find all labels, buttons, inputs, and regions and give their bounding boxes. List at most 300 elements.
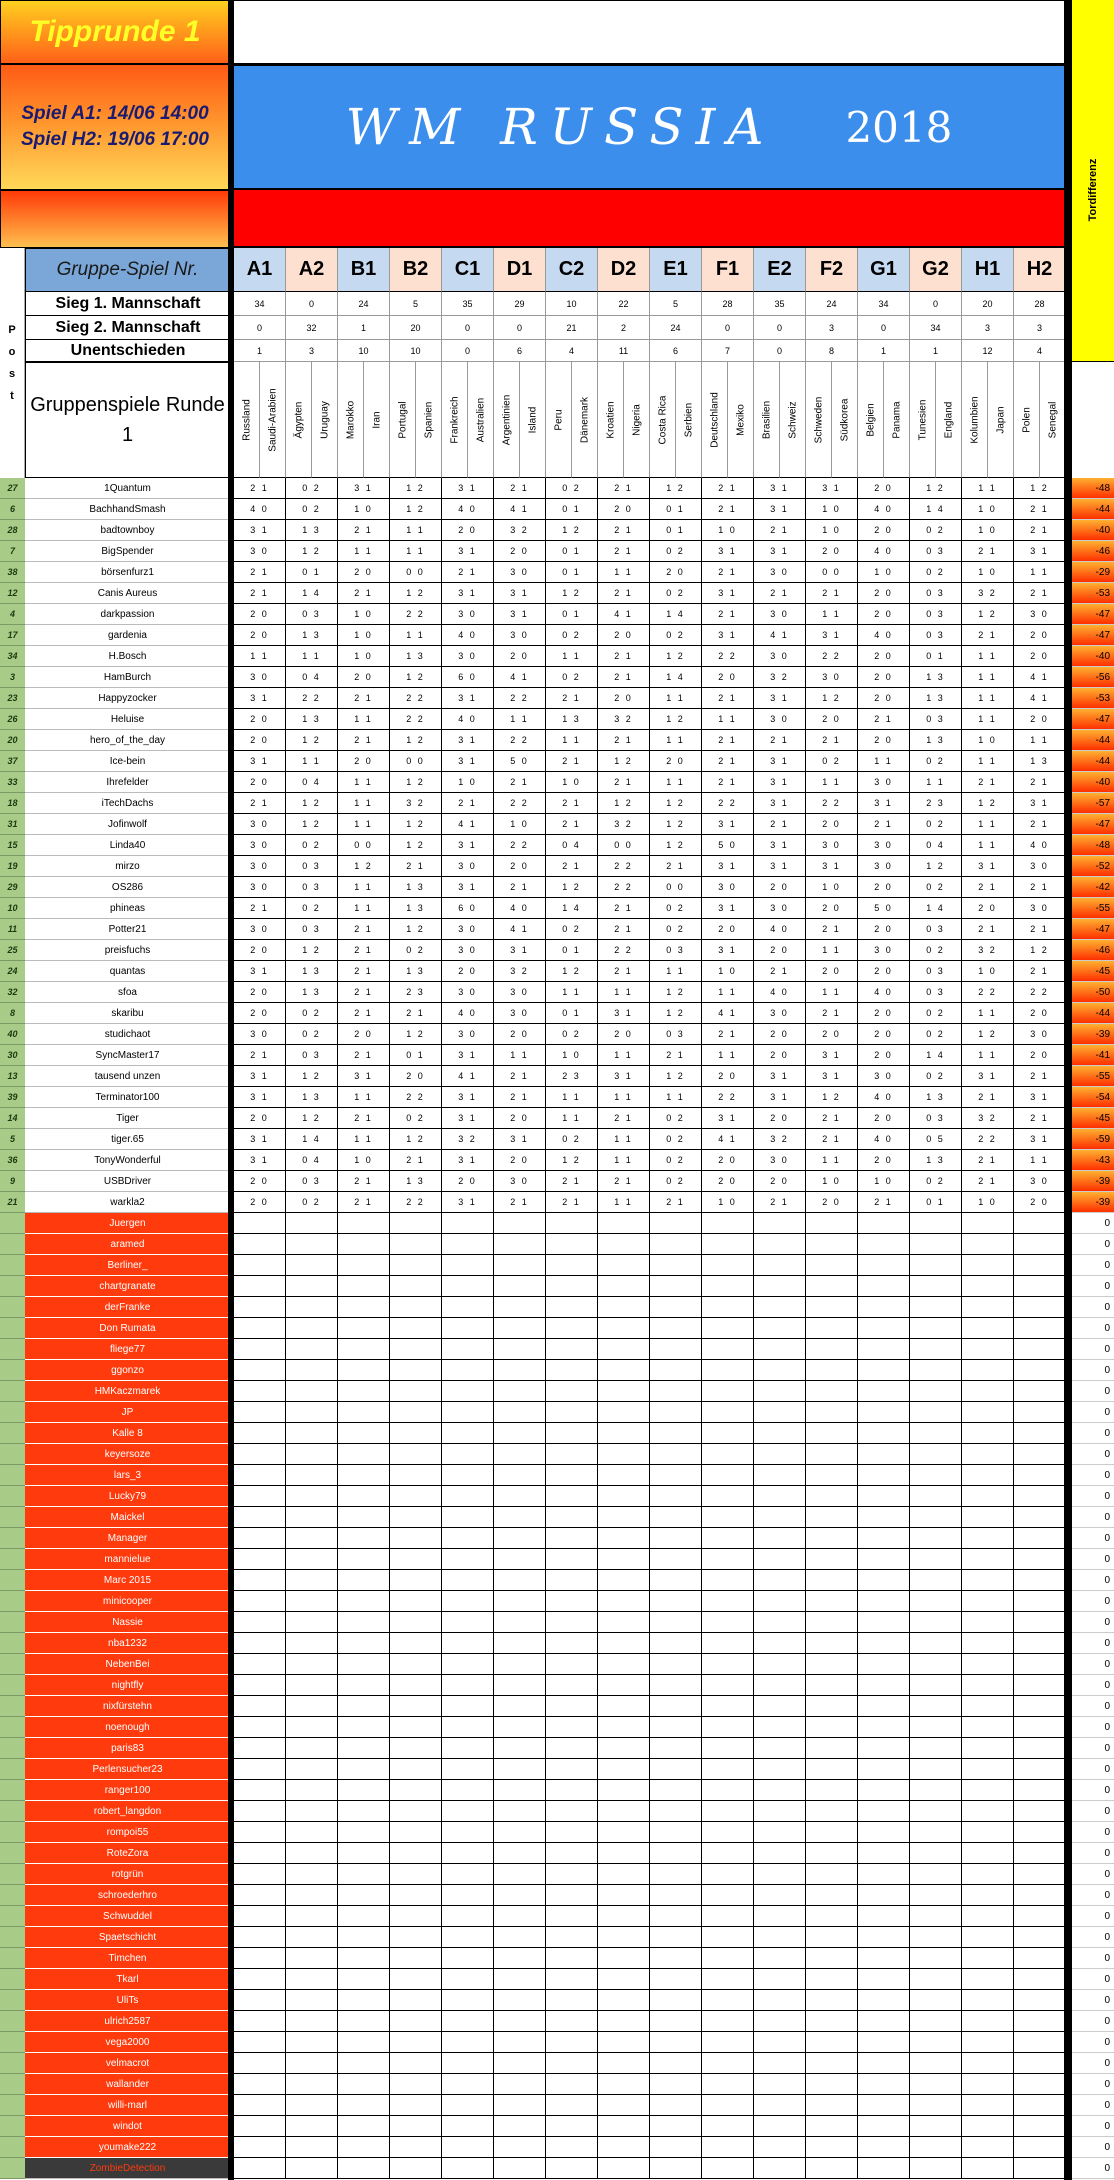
- tip-cell[interactable]: 1 2: [1014, 940, 1066, 961]
- tip-cell[interactable]: 1 0: [702, 520, 754, 541]
- tip-cell[interactable]: 4 0: [754, 919, 806, 940]
- tip-cell[interactable]: 1 4: [286, 1129, 338, 1150]
- tip-cell[interactable]: [910, 1528, 962, 1549]
- player-name[interactable]: Ice-bein: [25, 751, 230, 772]
- tip-cell[interactable]: 1 3: [910, 1150, 962, 1171]
- tip-cell[interactable]: [858, 1570, 910, 1591]
- tip-cell[interactable]: [1014, 1255, 1066, 1276]
- tip-cell[interactable]: 2 0: [702, 667, 754, 688]
- tip-cell[interactable]: [442, 1255, 494, 1276]
- tip-cell[interactable]: [754, 1528, 806, 1549]
- tip-cell[interactable]: 1 4: [286, 583, 338, 604]
- tip-cell[interactable]: [546, 1318, 598, 1339]
- tip-cell[interactable]: [598, 1213, 650, 1234]
- tip-cell[interactable]: [962, 1801, 1014, 1822]
- tip-cell[interactable]: [442, 2053, 494, 2074]
- tip-cell[interactable]: 4 1: [1014, 688, 1066, 709]
- tip-cell[interactable]: [962, 1654, 1014, 1675]
- tip-cell[interactable]: 0 2: [546, 625, 598, 646]
- player-name[interactable]: Tkarl: [25, 1969, 230, 1990]
- tip-cell[interactable]: [338, 1255, 390, 1276]
- tip-cell[interactable]: [390, 2053, 442, 2074]
- player-name[interactable]: USBDriver: [25, 1171, 230, 1192]
- tip-cell[interactable]: 2 1: [598, 919, 650, 940]
- tip-cell[interactable]: [702, 1591, 754, 1612]
- tip-cell[interactable]: [234, 1969, 286, 1990]
- tip-cell[interactable]: [598, 1339, 650, 1360]
- tip-cell[interactable]: [1014, 1822, 1066, 1843]
- tip-cell[interactable]: [494, 1612, 546, 1633]
- tip-cell[interactable]: [754, 1675, 806, 1696]
- tip-cell[interactable]: 2 2: [962, 1129, 1014, 1150]
- player-name[interactable]: tausend unzen: [25, 1066, 230, 1087]
- tip-cell[interactable]: [910, 1780, 962, 1801]
- tip-cell[interactable]: 2 1: [390, 856, 442, 877]
- tip-cell[interactable]: [858, 2053, 910, 2074]
- tip-cell[interactable]: [442, 1318, 494, 1339]
- tip-cell[interactable]: [650, 1738, 702, 1759]
- tip-cell[interactable]: [442, 1591, 494, 1612]
- player-name[interactable]: wallander: [25, 2074, 230, 2095]
- player-name[interactable]: derFranke: [25, 1297, 230, 1318]
- tip-cell[interactable]: 2 1: [858, 814, 910, 835]
- tip-cell[interactable]: 6 0: [442, 898, 494, 919]
- tip-cell[interactable]: 3 1: [1014, 1129, 1066, 1150]
- tip-cell[interactable]: 1 1: [338, 898, 390, 919]
- tip-cell[interactable]: [286, 1759, 338, 1780]
- tip-cell[interactable]: [390, 1717, 442, 1738]
- tip-cell[interactable]: 2 0: [390, 1066, 442, 1087]
- tip-cell[interactable]: 2 0: [806, 1192, 858, 1213]
- tip-cell[interactable]: [1014, 1675, 1066, 1696]
- tip-cell[interactable]: 1 0: [962, 520, 1014, 541]
- tip-cell[interactable]: 1 2: [806, 688, 858, 709]
- tip-cell[interactable]: [910, 1801, 962, 1822]
- tip-cell[interactable]: [234, 1213, 286, 1234]
- tip-cell[interactable]: [910, 1402, 962, 1423]
- tip-cell[interactable]: 2 0: [338, 751, 390, 772]
- tip-cell[interactable]: 2 0: [754, 1171, 806, 1192]
- tip-cell[interactable]: 2 1: [806, 1108, 858, 1129]
- tip-cell[interactable]: 2 0: [806, 1024, 858, 1045]
- tip-cell[interactable]: [806, 1339, 858, 1360]
- player-name[interactable]: minicooper: [25, 1591, 230, 1612]
- tip-cell[interactable]: [910, 1612, 962, 1633]
- tip-cell[interactable]: [806, 1948, 858, 1969]
- tip-cell[interactable]: [702, 1969, 754, 1990]
- tip-cell[interactable]: [598, 1864, 650, 1885]
- tip-cell[interactable]: [546, 1591, 598, 1612]
- tip-cell[interactable]: 2 1: [962, 541, 1014, 562]
- tip-cell[interactable]: 2 1: [338, 982, 390, 1003]
- tip-cell[interactable]: [650, 1234, 702, 1255]
- tip-cell[interactable]: [598, 1507, 650, 1528]
- tip-cell[interactable]: [546, 1990, 598, 2011]
- tip-cell[interactable]: 0 0: [806, 562, 858, 583]
- tip-cell[interactable]: 0 3: [910, 583, 962, 604]
- tip-cell[interactable]: [598, 2137, 650, 2158]
- tip-cell[interactable]: 1 3: [286, 982, 338, 1003]
- tip-cell[interactable]: [962, 1339, 1014, 1360]
- tip-cell[interactable]: 2 1: [598, 1171, 650, 1192]
- tip-cell[interactable]: 2 0: [494, 1150, 546, 1171]
- tip-cell[interactable]: [1014, 2032, 1066, 2053]
- tip-cell[interactable]: [598, 2032, 650, 2053]
- tip-cell[interactable]: [338, 1759, 390, 1780]
- tip-cell[interactable]: [286, 2032, 338, 2053]
- tip-cell[interactable]: 1 1: [546, 646, 598, 667]
- tip-cell[interactable]: [962, 1213, 1014, 1234]
- tip-cell[interactable]: [286, 2053, 338, 2074]
- tip-cell[interactable]: [494, 1297, 546, 1318]
- tip-cell[interactable]: [338, 1843, 390, 1864]
- tip-cell[interactable]: [910, 1633, 962, 1654]
- tip-cell[interactable]: 0 2: [546, 1129, 598, 1150]
- tip-cell[interactable]: [1014, 2116, 1066, 2137]
- tip-cell[interactable]: 3 0: [494, 982, 546, 1003]
- tip-cell[interactable]: [910, 1654, 962, 1675]
- tip-cell[interactable]: [338, 2032, 390, 2053]
- tip-cell[interactable]: [650, 1780, 702, 1801]
- tip-cell[interactable]: [338, 1381, 390, 1402]
- tip-cell[interactable]: [286, 1906, 338, 1927]
- tip-cell[interactable]: [1014, 1948, 1066, 1969]
- tip-cell[interactable]: [442, 1339, 494, 1360]
- tip-cell[interactable]: 2 2: [390, 1192, 442, 1213]
- tip-cell[interactable]: 3 1: [702, 583, 754, 604]
- tip-cell[interactable]: [702, 1948, 754, 1969]
- tip-cell[interactable]: 0 3: [286, 919, 338, 940]
- tip-cell[interactable]: [286, 2011, 338, 2032]
- tip-cell[interactable]: 2 1: [494, 1192, 546, 1213]
- tip-cell[interactable]: [806, 1717, 858, 1738]
- tip-cell[interactable]: [754, 2074, 806, 2095]
- tip-cell[interactable]: [338, 2158, 390, 2179]
- tip-cell[interactable]: [286, 1255, 338, 1276]
- tip-cell[interactable]: [910, 1696, 962, 1717]
- tip-cell[interactable]: 4 0: [442, 709, 494, 730]
- tip-cell[interactable]: [806, 1465, 858, 1486]
- tip-cell[interactable]: [754, 1549, 806, 1570]
- tip-cell[interactable]: [962, 1843, 1014, 1864]
- tip-cell[interactable]: [598, 2116, 650, 2137]
- tip-cell[interactable]: [1014, 1339, 1066, 1360]
- player-name[interactable]: windot: [25, 2116, 230, 2137]
- tip-cell[interactable]: 2 1: [234, 562, 286, 583]
- tip-cell[interactable]: 3 0: [442, 919, 494, 940]
- tip-cell[interactable]: 1 2: [650, 709, 702, 730]
- tip-cell[interactable]: 3 0: [234, 667, 286, 688]
- tip-cell[interactable]: [494, 1990, 546, 2011]
- tip-cell[interactable]: [806, 1528, 858, 1549]
- tip-cell[interactable]: 3 1: [858, 793, 910, 814]
- tip-cell[interactable]: 1 1: [286, 646, 338, 667]
- tip-cell[interactable]: [598, 1276, 650, 1297]
- tip-cell[interactable]: 1 2: [650, 478, 702, 499]
- tip-cell[interactable]: 2 1: [546, 793, 598, 814]
- tip-cell[interactable]: [858, 1318, 910, 1339]
- player-name[interactable]: lars_3: [25, 1465, 230, 1486]
- tip-cell[interactable]: [494, 1570, 546, 1591]
- tip-cell[interactable]: [234, 1843, 286, 1864]
- tip-cell[interactable]: [650, 1948, 702, 1969]
- tip-cell[interactable]: 1 0: [442, 772, 494, 793]
- tip-cell[interactable]: [650, 1423, 702, 1444]
- tip-cell[interactable]: [910, 1570, 962, 1591]
- tip-cell[interactable]: [234, 1759, 286, 1780]
- tip-cell[interactable]: [338, 1507, 390, 1528]
- tip-cell[interactable]: [286, 1969, 338, 1990]
- tip-cell[interactable]: 2 1: [1014, 814, 1066, 835]
- tip-cell[interactable]: 2 1: [650, 856, 702, 877]
- tip-cell[interactable]: [338, 1549, 390, 1570]
- tip-cell[interactable]: [1014, 2053, 1066, 2074]
- tip-cell[interactable]: [442, 2095, 494, 2116]
- tip-cell[interactable]: 1 2: [650, 835, 702, 856]
- tip-cell[interactable]: 2 1: [806, 1129, 858, 1150]
- tip-cell[interactable]: [650, 1486, 702, 1507]
- tip-cell[interactable]: 0 3: [650, 940, 702, 961]
- tip-cell[interactable]: [910, 1738, 962, 1759]
- tip-cell[interactable]: 2 1: [1014, 919, 1066, 940]
- player-name[interactable]: Manager: [25, 1528, 230, 1549]
- tip-cell[interactable]: 2 0: [754, 940, 806, 961]
- tip-cell[interactable]: [858, 2074, 910, 2095]
- tip-cell[interactable]: [650, 1801, 702, 1822]
- tip-cell[interactable]: 3 0: [234, 541, 286, 562]
- tip-cell[interactable]: [390, 1906, 442, 1927]
- tip-cell[interactable]: 1 2: [962, 793, 1014, 814]
- tip-cell[interactable]: 2 2: [1014, 982, 1066, 1003]
- tip-cell[interactable]: [702, 1822, 754, 1843]
- tip-cell[interactable]: 2 0: [234, 1003, 286, 1024]
- player-name[interactable]: chartgranate: [25, 1276, 230, 1297]
- tip-cell[interactable]: [286, 2116, 338, 2137]
- tip-cell[interactable]: 3 1: [442, 1192, 494, 1213]
- tip-cell[interactable]: [910, 1864, 962, 1885]
- player-name[interactable]: sfoa: [25, 982, 230, 1003]
- tip-cell[interactable]: [754, 1423, 806, 1444]
- tip-cell[interactable]: [650, 1507, 702, 1528]
- tip-cell[interactable]: 2 2: [702, 1087, 754, 1108]
- tip-cell[interactable]: [338, 1675, 390, 1696]
- tip-cell[interactable]: [390, 1759, 442, 1780]
- player-name[interactable]: warkla2: [25, 1192, 230, 1213]
- tip-cell[interactable]: [962, 1675, 1014, 1696]
- tip-cell[interactable]: [546, 1276, 598, 1297]
- tip-cell[interactable]: [234, 2032, 286, 2053]
- tip-cell[interactable]: [234, 1591, 286, 1612]
- tip-cell[interactable]: [962, 1297, 1014, 1318]
- tip-cell[interactable]: [806, 1612, 858, 1633]
- tip-cell[interactable]: [546, 1423, 598, 1444]
- tip-cell[interactable]: [390, 1948, 442, 1969]
- tip-cell[interactable]: [1014, 1738, 1066, 1759]
- tip-cell[interactable]: 2 1: [702, 478, 754, 499]
- tip-cell[interactable]: [1014, 1297, 1066, 1318]
- tip-cell[interactable]: 2 1: [858, 709, 910, 730]
- tip-cell[interactable]: [754, 1570, 806, 1591]
- tip-cell[interactable]: 1 1: [546, 1108, 598, 1129]
- tip-cell[interactable]: 1 2: [650, 646, 702, 667]
- tip-cell[interactable]: 3 1: [234, 1066, 286, 1087]
- player-name[interactable]: 1Quantum: [25, 478, 230, 499]
- tip-cell[interactable]: [338, 1864, 390, 1885]
- tip-cell[interactable]: 2 0: [598, 1024, 650, 1045]
- tip-cell[interactable]: [546, 1654, 598, 1675]
- tip-cell[interactable]: [806, 1213, 858, 1234]
- tip-cell[interactable]: [910, 2095, 962, 2116]
- tip-cell[interactable]: [962, 2095, 1014, 2116]
- tip-cell[interactable]: 2 0: [858, 583, 910, 604]
- tip-cell[interactable]: [234, 1339, 286, 1360]
- tip-cell[interactable]: 3 1: [442, 541, 494, 562]
- tip-cell[interactable]: 1 3: [910, 1087, 962, 1108]
- tip-cell[interactable]: [546, 1234, 598, 1255]
- tip-cell[interactable]: 2 1: [702, 604, 754, 625]
- tip-cell[interactable]: [910, 1549, 962, 1570]
- tip-cell[interactable]: 1 1: [858, 751, 910, 772]
- tip-cell[interactable]: 3 0: [858, 835, 910, 856]
- tip-cell[interactable]: [286, 1549, 338, 1570]
- tip-cell[interactable]: 1 2: [650, 1066, 702, 1087]
- tip-cell[interactable]: [234, 1486, 286, 1507]
- tip-cell[interactable]: [858, 1738, 910, 1759]
- tip-cell[interactable]: 0 2: [910, 814, 962, 835]
- tip-cell[interactable]: 4 1: [1014, 667, 1066, 688]
- tip-cell[interactable]: [1014, 1486, 1066, 1507]
- tip-cell[interactable]: [338, 1654, 390, 1675]
- tip-cell[interactable]: [546, 1213, 598, 1234]
- tip-cell[interactable]: [234, 1444, 286, 1465]
- tip-cell[interactable]: 4 0: [858, 625, 910, 646]
- tip-cell[interactable]: [234, 1780, 286, 1801]
- tip-cell[interactable]: [598, 1927, 650, 1948]
- tip-cell[interactable]: 3 1: [234, 1129, 286, 1150]
- player-name[interactable]: nba1232: [25, 1633, 230, 1654]
- tip-cell[interactable]: [754, 1255, 806, 1276]
- tip-cell[interactable]: [390, 1654, 442, 1675]
- tip-cell[interactable]: 3 1: [754, 751, 806, 772]
- tip-cell[interactable]: [910, 2158, 962, 2179]
- tip-cell[interactable]: [754, 1339, 806, 1360]
- tip-cell[interactable]: 2 0: [442, 520, 494, 541]
- player-name[interactable]: Juergen: [25, 1213, 230, 1234]
- tip-cell[interactable]: [494, 1318, 546, 1339]
- tip-cell[interactable]: 2 0: [858, 478, 910, 499]
- tip-cell[interactable]: [598, 1360, 650, 1381]
- tip-cell[interactable]: 3 1: [494, 940, 546, 961]
- tip-cell[interactable]: 0 2: [286, 1192, 338, 1213]
- tip-cell[interactable]: 0 0: [390, 562, 442, 583]
- tip-cell[interactable]: [598, 2011, 650, 2032]
- tip-cell[interactable]: 3 1: [442, 751, 494, 772]
- tip-cell[interactable]: [702, 1234, 754, 1255]
- tip-cell[interactable]: 1 0: [806, 520, 858, 541]
- tip-cell[interactable]: 4 1: [494, 919, 546, 940]
- tip-cell[interactable]: [442, 1801, 494, 1822]
- tip-cell[interactable]: [650, 1591, 702, 1612]
- tip-cell[interactable]: 0 1: [546, 499, 598, 520]
- tip-cell[interactable]: [546, 1675, 598, 1696]
- tip-cell[interactable]: 3 0: [442, 982, 494, 1003]
- tip-cell[interactable]: [598, 2053, 650, 2074]
- player-name[interactable]: iTechDachs: [25, 793, 230, 814]
- tip-cell[interactable]: 3 2: [442, 1129, 494, 1150]
- tip-cell[interactable]: [442, 1570, 494, 1591]
- tip-cell[interactable]: [286, 1486, 338, 1507]
- tip-cell[interactable]: [338, 1465, 390, 1486]
- tip-cell[interactable]: [1014, 1213, 1066, 1234]
- tip-cell[interactable]: [286, 1213, 338, 1234]
- tip-cell[interactable]: [286, 1948, 338, 1969]
- tip-cell[interactable]: 2 1: [1014, 772, 1066, 793]
- tip-cell[interactable]: [234, 2095, 286, 2116]
- tip-cell[interactable]: [806, 1486, 858, 1507]
- tip-cell[interactable]: 1 0: [962, 961, 1014, 982]
- tip-cell[interactable]: [390, 1234, 442, 1255]
- tip-cell[interactable]: 3 1: [442, 478, 494, 499]
- tip-cell[interactable]: [910, 1444, 962, 1465]
- tip-cell[interactable]: 2 1: [338, 520, 390, 541]
- tip-cell[interactable]: 1 2: [390, 835, 442, 856]
- player-name[interactable]: mannielue: [25, 1549, 230, 1570]
- tip-cell[interactable]: 1 1: [338, 772, 390, 793]
- tip-cell[interactable]: 3 2: [390, 793, 442, 814]
- tip-cell[interactable]: [702, 1612, 754, 1633]
- tip-cell[interactable]: [598, 1234, 650, 1255]
- tip-cell[interactable]: 3 1: [234, 520, 286, 541]
- tip-cell[interactable]: [338, 1339, 390, 1360]
- tip-cell[interactable]: 3 1: [806, 1045, 858, 1066]
- tip-cell[interactable]: 2 1: [702, 751, 754, 772]
- tip-cell[interactable]: [858, 1969, 910, 1990]
- tip-cell[interactable]: [702, 1255, 754, 1276]
- tip-cell[interactable]: 3 0: [442, 856, 494, 877]
- tip-cell[interactable]: [962, 1717, 1014, 1738]
- tip-cell[interactable]: 3 1: [754, 793, 806, 814]
- tip-cell[interactable]: 2 1: [494, 1087, 546, 1108]
- tip-cell[interactable]: [650, 1675, 702, 1696]
- tip-cell[interactable]: [1014, 1759, 1066, 1780]
- tip-cell[interactable]: [286, 1801, 338, 1822]
- tip-cell[interactable]: 0 2: [910, 1003, 962, 1024]
- tip-cell[interactable]: [702, 1801, 754, 1822]
- tip-cell[interactable]: 3 1: [598, 1003, 650, 1024]
- tip-cell[interactable]: [650, 1549, 702, 1570]
- tip-cell[interactable]: 2 0: [702, 919, 754, 940]
- tip-cell[interactable]: [494, 1276, 546, 1297]
- tip-cell[interactable]: [442, 1444, 494, 1465]
- tip-cell[interactable]: [702, 2074, 754, 2095]
- tip-cell[interactable]: [234, 1990, 286, 2011]
- tip-cell[interactable]: [754, 1297, 806, 1318]
- tip-cell[interactable]: [962, 1885, 1014, 1906]
- tip-cell[interactable]: [858, 1213, 910, 1234]
- tip-cell[interactable]: 2 1: [338, 940, 390, 961]
- tip-cell[interactable]: [390, 1675, 442, 1696]
- tip-cell[interactable]: 2 0: [234, 1108, 286, 1129]
- tip-cell[interactable]: 0 2: [650, 625, 702, 646]
- tip-cell[interactable]: [858, 1717, 910, 1738]
- tip-cell[interactable]: 3 0: [494, 1003, 546, 1024]
- tip-cell[interactable]: 1 1: [962, 751, 1014, 772]
- tip-cell[interactable]: [650, 1864, 702, 1885]
- player-name[interactable]: Ihrefelder: [25, 772, 230, 793]
- player-name[interactable]: ranger100: [25, 1780, 230, 1801]
- tip-cell[interactable]: [806, 1549, 858, 1570]
- tip-cell[interactable]: [338, 1570, 390, 1591]
